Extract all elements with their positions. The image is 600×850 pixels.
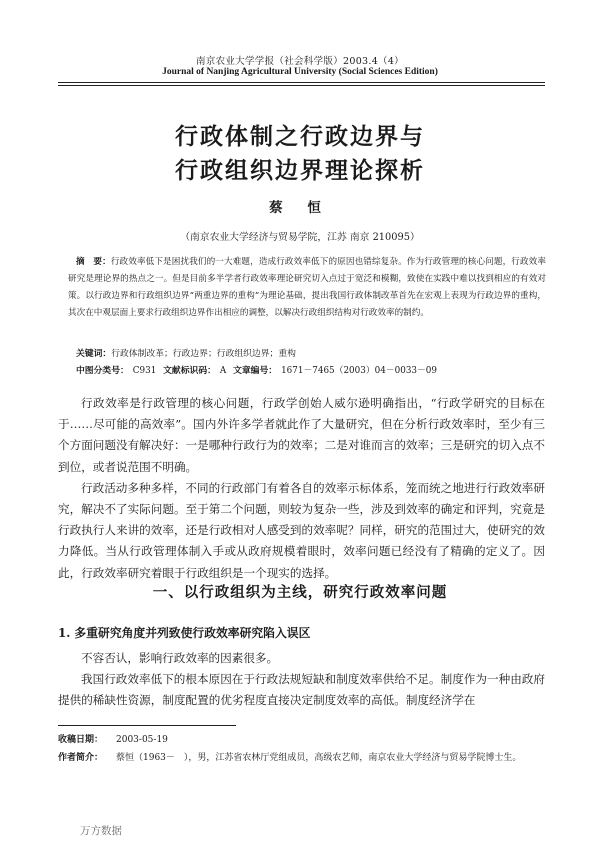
header-rule bbox=[58, 82, 545, 83]
header-rule-thin bbox=[58, 85, 545, 86]
article-title-line1: 行政体制之行政边界与 bbox=[175, 123, 425, 150]
abstract bbox=[68, 254, 546, 322]
body-paragraph: 不容否认，影响行政效率的因素很多。 bbox=[81, 651, 279, 665]
author-name: 蔡 恒 bbox=[269, 200, 331, 216]
keywords bbox=[76, 346, 546, 359]
body-paragraph: 我国行政效率低下的根本原因在于行政法规短缺和制度效率供给不足。制度作为一种由政府提供的稀缺性资源，制度配置的优劣程度直接决定制度效率的高低。制度经济学在 bbox=[58, 672, 545, 708]
article-title-line2: 行政组织边界理论探析 bbox=[175, 157, 425, 184]
footnote-received bbox=[58, 732, 545, 748]
clc-value: C931 bbox=[132, 366, 157, 376]
section-heading: 一、以行政组织为主线，研究行政效率问题 bbox=[152, 584, 448, 601]
article-number-value: 1671－7465（2003）04－0033－09 bbox=[281, 366, 437, 376]
section-body bbox=[58, 648, 545, 712]
doc-code-label: 文献标识码： bbox=[163, 366, 216, 376]
doc-code-value: A bbox=[219, 366, 227, 376]
footnote-rule bbox=[58, 725, 236, 726]
body-paragraph: 行政效率是行政管理的核心问题，行政学创始人威尔逊明确指出，“行政学研究的目标在于……尽可能的高效率”。国内外许多学者就此作了大量研究，但在分析行政效率时，至少有三个方面问题没有解决好：一是哪种行政行为的效率；二是对谁而言的效率；三是研究的切入点不到位，或者说范围不明确。 bbox=[58, 396, 545, 474]
keywords-text: 行政体制改革；行政边界；行政组织边界；重构 bbox=[111, 349, 296, 359]
article-number-label: 文章编号： bbox=[233, 366, 278, 376]
intro-body bbox=[58, 393, 545, 584]
abstract-label: 摘 要： bbox=[76, 257, 111, 267]
received-date: 2003-05-19 bbox=[116, 735, 168, 745]
author-bio-text: 蔡恒（1963－ ），男，江苏省农林厅党组成员，高级农艺师，南京农业大学经济与贸易学院博士生。 bbox=[116, 753, 522, 763]
classification-line bbox=[76, 363, 546, 376]
journal-header-cn: 南京农业大学学报（社会科学版）2003.4（4） bbox=[196, 56, 404, 67]
author-affiliation: （南京农业大学经济与贸易学院，江苏 南京 210095） bbox=[180, 232, 420, 243]
abstract-text: 行政效率低下是困扰我们的一大难题，造成行政效率低下的原因也错综复杂。作为行政管理的核心问题，行政效率研究是理论界的热点之一。但是目前多半学者行政效率理论研究切入点过于宽泛和模糊，致使在实践中难以找到相应的有效对策。以行政边界和行政组织边界“两重边界的重构”为理论基础，提出我国行政体制改革首先在宏观上表现为行政边界的重构，其次在中观层面上要求行政组织边界作出相应的调整，以解决行政组织结构对行政效率的制约。 bbox=[68, 257, 546, 318]
body-paragraph: 行政活动多种多样，不同的行政部门有着各自的效率示标体系，笼而统之地进行行政效率研究，解决不了实际问题。至于第二个问题，则较为复杂一些，涉及到效率的确定和评判，究竟是行政执行人来讲的效率，还是行政相对人感受到的效率呢？同样，研究的范围过大，使研究的效力降低。当从行政管理体制入手或从政府规模着眼时，效率问题已经没有了精确的定义了。因此，行政效率研究着眼于行政组织是一个现实的选择。 bbox=[58, 480, 545, 580]
received-label: 收稿日期： bbox=[58, 735, 104, 745]
journal-header-en: Journal of Nanjing Agricultural University (Social Sciences Edition) bbox=[162, 67, 438, 77]
subsection-heading: 1. 多重研究角度并列致使行政效率研究陷入误区 bbox=[58, 626, 311, 640]
footnote-author-bio bbox=[58, 750, 545, 766]
watermark: 万方数据 bbox=[80, 825, 122, 837]
clc-label: 中图分类号： bbox=[76, 366, 129, 376]
author-bio-label: 作者简介： bbox=[58, 753, 104, 763]
keywords-label: 关键词： bbox=[76, 349, 112, 359]
